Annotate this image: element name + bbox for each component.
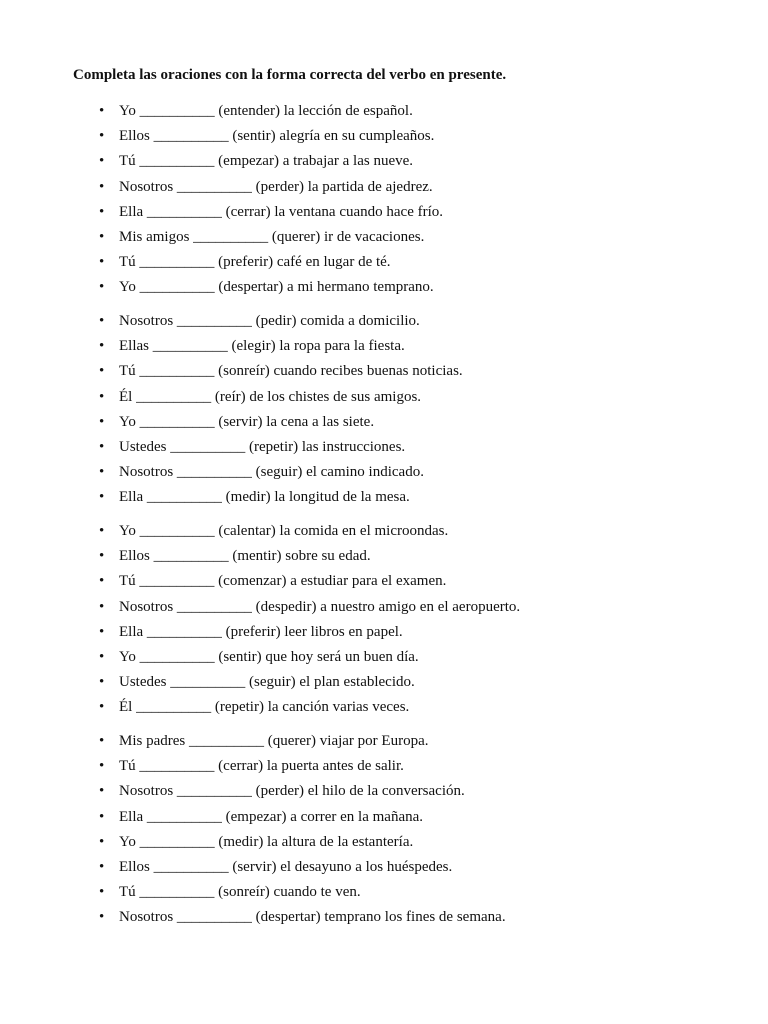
sentence-text: Nosotros __________ (seguir) el camino indicado. <box>119 464 424 481</box>
sentence-text: Ellos __________ (servir) el desayuno a los huéspedes. <box>119 858 453 875</box>
sentence-text: Ellas __________ (elegir) la ropa para la fiesta. <box>119 338 405 355</box>
sentence-text: Tú __________ (sonreír) cuando te ven. <box>119 884 361 901</box>
sentence-text: Él __________ (reír) de los chistes de sus amigos. <box>119 388 422 405</box>
sentence-text: Ellos __________ (sentir) alegría en su cumpleaños. <box>119 128 435 145</box>
sentence-text: Tú __________ (cerrar) la puerta antes de salir. <box>119 758 404 775</box>
sentence-text: Tú __________ (preferir) café en lugar de té. <box>119 254 391 271</box>
bullet-icon: • <box>99 783 105 800</box>
sentence-text: Mis amigos __________ (querer) ir de vacaciones. <box>119 228 425 245</box>
sentence-text: Yo __________ (medir) la altura de la estantería. <box>119 833 414 850</box>
sentence-text: Mis padres __________ (querer) viajar por Europa. <box>119 733 429 749</box>
sentence-text: Yo __________ (sentir) que hoy será un buen día. <box>119 648 419 665</box>
sentence-text: Nosotros __________ (perder) la partida de ajedrez. <box>119 178 433 195</box>
bullet-icon: • <box>99 103 105 119</box>
bullet-icon: • <box>99 699 105 716</box>
sentence-text: Ellos __________ (mentir) sobre su edad. <box>119 548 371 565</box>
bullet-icon: • <box>99 573 105 590</box>
sentence-text: Ustedes __________ (repetir) las instrucciones. <box>119 438 406 455</box>
bullet-icon: • <box>99 884 105 901</box>
sentence-text: Ella __________ (medir) la longitud de la mesa. <box>119 489 410 506</box>
bullet-icon: • <box>99 833 105 850</box>
bullet-icon: • <box>99 808 105 825</box>
bullet-icon: • <box>99 388 105 405</box>
bullet-icon: • <box>99 128 105 145</box>
bullet-icon: • <box>99 254 105 271</box>
bullet-icon: • <box>99 858 105 875</box>
bullet-icon: • <box>99 909 105 926</box>
bullet-icon: • <box>99 438 105 455</box>
sentence-text: Ella __________ (cerrar) la ventana cuando hace frío. <box>119 203 444 220</box>
bullet-icon: • <box>99 623 105 640</box>
bullet-icon: • <box>99 464 105 481</box>
bullet-icon: • <box>99 598 105 615</box>
sentence-text: Ustedes __________ (seguir) el plan establecido. <box>119 674 415 691</box>
sentence-text: Tú __________ (sonreír) cuando recibes buenas noticias. <box>119 363 463 380</box>
bullet-icon: • <box>99 548 105 565</box>
bullet-icon: • <box>99 279 105 296</box>
bullet-icon: • <box>99 523 105 539</box>
sentence-text: Nosotros __________ (perder) el hilo de la conversación. <box>119 783 465 800</box>
bullet-icon: • <box>99 313 105 329</box>
worksheet-instructions: Completa las oraciones con la forma correcta del verbo en presente. <box>73 67 507 83</box>
bullet-icon: • <box>99 489 105 506</box>
sentence-text: Ella __________ (preferir) leer libros en papel. <box>119 623 403 640</box>
bullet-icon: • <box>99 338 105 355</box>
sentence-text: Él __________ (repetir) la canción varias veces. <box>119 699 410 716</box>
sentence-text: Nosotros __________ (despedir) a nuestro amigo en el aeropuerto. <box>119 598 521 615</box>
sentence-text: Nosotros __________ (despertar) temprano los fines de semana. <box>119 909 506 926</box>
bullet-icon: • <box>99 648 105 665</box>
bullet-icon: • <box>99 674 105 691</box>
sentence-text: Yo __________ (calentar) la comida en el microondas. <box>119 523 449 539</box>
sentence-text: Nosotros __________ (pedir) comida a domicilio. <box>119 313 420 329</box>
sentence-text: Tú __________ (empezar) a trabajar a las nueve. <box>119 153 414 170</box>
sentence-text: Tú __________ (comenzar) a estudiar para el examen. <box>119 573 447 590</box>
bullet-icon: • <box>99 363 105 380</box>
bullet-icon: • <box>99 413 105 430</box>
sentence-text: Ella __________ (empezar) a correr en la mañana. <box>119 808 424 825</box>
bullet-icon: • <box>99 203 105 220</box>
bullet-icon: • <box>99 758 105 775</box>
bullet-icon: • <box>99 733 105 749</box>
sentence-text: Yo __________ (servir) la cena a las siete. <box>119 413 375 430</box>
bullet-icon: • <box>99 178 105 195</box>
bullet-icon: • <box>99 228 105 245</box>
sentence-text: Yo __________ (entender) la lección de español. <box>119 103 413 119</box>
bullet-icon: • <box>99 153 105 170</box>
sentence-text: Yo __________ (despertar) a mi hermano temprano. <box>119 279 434 296</box>
